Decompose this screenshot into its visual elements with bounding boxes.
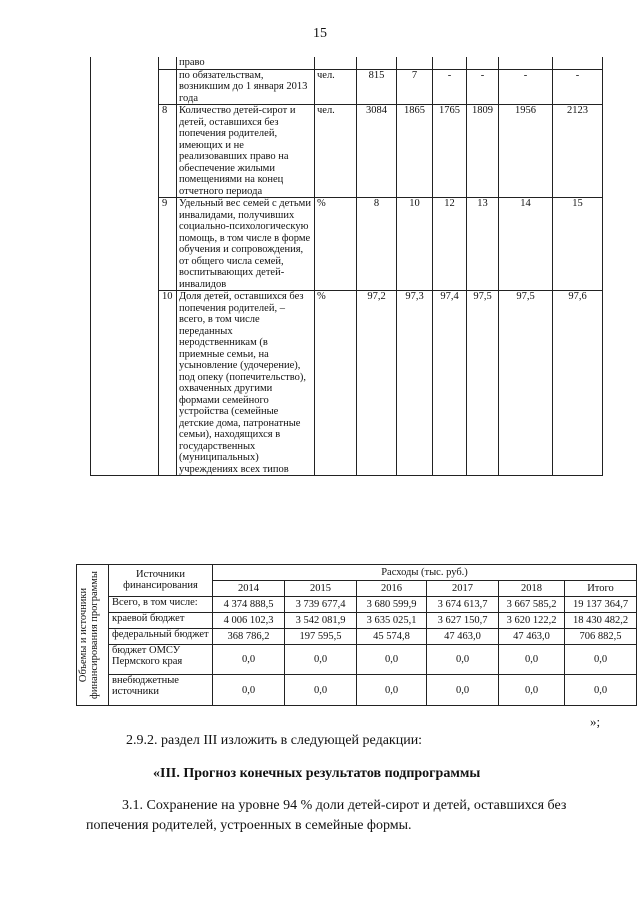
finance-row <box>77 596 637 612</box>
indicator-value: - <box>499 69 553 105</box>
indicator-number: 8 <box>159 105 177 198</box>
finance-value: 0,0 <box>499 644 565 675</box>
indicator-unit: чел. <box>315 69 357 105</box>
paragraph-amendment: 2.9.2. раздел III изложить в следующей редакции: <box>126 733 423 748</box>
finance-source-label: внебюджетные источники <box>109 675 213 706</box>
section-heading: «III. Прогноз конечных результатов подпрограммы <box>153 766 481 781</box>
indicator-value: 2123 <box>553 105 603 198</box>
indicator-value: 1765 <box>433 105 467 198</box>
finance-value: 47 463,0 <box>427 628 499 644</box>
indicator-value <box>433 57 467 69</box>
indicator-text: Удельный вес семей с детьми инвалидами, получивших социально-психологическую помощь, в том числе в форме обучения и сопровождения, от общего числа семей, воспитывающих детей-инвалидов <box>177 198 315 291</box>
year-header: 2015 <box>285 580 357 596</box>
indicator-value: 1809 <box>467 105 499 198</box>
empty-left-cell <box>91 291 159 476</box>
indicator-unit: чел. <box>315 105 357 198</box>
finance-value: 0,0 <box>357 675 427 706</box>
indicator-value: 97,5 <box>499 291 553 476</box>
indicator-value: 97,4 <box>433 291 467 476</box>
indicator-row <box>91 105 603 198</box>
year-header: Итого <box>565 580 637 596</box>
year-header: 2018 <box>499 580 565 596</box>
indicator-number <box>159 57 177 69</box>
finance-value: 0,0 <box>565 675 637 706</box>
paragraph-3-1: 3.1. Сохранение на уровне 94 % доли детей-сирот и детей, оставшихся без попечения родителей, устроенных в семейные формы. <box>86 798 567 833</box>
indicator-unit: % <box>315 198 357 291</box>
empty-left-cell <box>91 69 159 105</box>
indicator-row <box>91 291 603 476</box>
year-header: 2017 <box>427 580 499 596</box>
indicator-unit: % <box>315 291 357 476</box>
finance-value: 19 137 364,7 <box>565 596 637 612</box>
finance-value: 0,0 <box>285 675 357 706</box>
finance-value: 3 680 599,9 <box>357 596 427 612</box>
indicator-value <box>467 57 499 69</box>
finance-row <box>77 628 637 644</box>
finance-value: 3 739 677,4 <box>285 596 357 612</box>
indicators-table <box>90 57 603 476</box>
indicator-value: 1956 <box>499 105 553 198</box>
indicator-value: 15 <box>553 198 603 291</box>
indicator-row <box>91 198 603 291</box>
finance-value: 0,0 <box>357 644 427 675</box>
indicator-value: 97,5 <box>467 291 499 476</box>
finance-table <box>76 564 637 706</box>
indicator-value <box>499 57 553 69</box>
finance-side-label-cell <box>77 565 109 706</box>
expenses-header: Расходы (тыс. руб.) <box>213 565 637 581</box>
finance-value: 0,0 <box>285 644 357 675</box>
indicator-number: 9 <box>159 198 177 291</box>
indicator-value: 97,2 <box>357 291 397 476</box>
finance-value: 4 374 888,5 <box>213 596 285 612</box>
sources-header: Источники финансирования <box>109 565 213 597</box>
indicator-value: 10 <box>397 198 433 291</box>
indicator-value: 97,6 <box>553 291 603 476</box>
indicator-value: 815 <box>357 69 397 105</box>
indicator-value <box>397 57 433 69</box>
finance-row <box>77 675 637 706</box>
finance-source-label: бюджет ОМСУ Пермского края <box>109 644 213 675</box>
indicator-number <box>159 69 177 105</box>
finance-value: 0,0 <box>213 644 285 675</box>
indicator-value <box>553 57 603 69</box>
finance-value: 3 542 081,9 <box>285 612 357 628</box>
finance-value: 3 627 150,7 <box>427 612 499 628</box>
indicator-value: 13 <box>467 198 499 291</box>
indicator-value: 14 <box>499 198 553 291</box>
finance-value: 3 620 122,2 <box>499 612 565 628</box>
year-header: 2014 <box>213 580 285 596</box>
indicator-value: 12 <box>433 198 467 291</box>
empty-left-cell <box>91 105 159 198</box>
empty-left-cell <box>91 198 159 291</box>
finance-value: 4 006 102,3 <box>213 612 285 628</box>
year-header: 2016 <box>357 580 427 596</box>
finance-value: 0,0 <box>427 675 499 706</box>
finance-value: 197 595,5 <box>285 628 357 644</box>
empty-left-cell <box>91 57 159 69</box>
indicator-text: Количество детей-сирот и детей, оставшихся без попечения родителей, имеющих и не реализовавших право на обеспечение жилыми помещениями на конец отчетного периода <box>177 105 315 198</box>
finance-value: 0,0 <box>499 675 565 706</box>
finance-source-label: Всего, в том числе: <box>109 596 213 612</box>
finance-value: 3 674 613,7 <box>427 596 499 612</box>
indicator-value: - <box>467 69 499 105</box>
indicator-value: 97,3 <box>397 291 433 476</box>
page-number: 15 <box>313 26 327 41</box>
finance-value: 0,0 <box>427 644 499 675</box>
indicator-text: по обязательствам, возникшим до 1 января 2013 года <box>177 69 315 105</box>
indicator-value: 7 <box>397 69 433 105</box>
indicator-value: 1865 <box>397 105 433 198</box>
indicator-text: Доля детей, оставшихся без попечения родителей, – всего, в том числе переданных неродственникам (в приемные семьи, на усыновление (удочерение), под опеку (попечительство), охваченных другими формами семейного устройства (семейные детские дома, патронатные семьи), находящихся в государственных (муниципальных) учреждениях всех типов <box>177 291 315 476</box>
finance-value: 0,0 <box>213 675 285 706</box>
finance-value: 3 667 585,2 <box>499 596 565 612</box>
finance-value: 3 635 025,1 <box>357 612 427 628</box>
finance-value: 45 574,8 <box>357 628 427 644</box>
finance-source-label: федеральный бюджет <box>109 628 213 644</box>
finance-row <box>77 644 637 675</box>
finance-source-label: краевой бюджет <box>109 612 213 628</box>
indicator-value <box>357 57 397 69</box>
indicator-number: 10 <box>159 291 177 476</box>
finance-side-label: Объемы и источники финансирования программы <box>78 571 100 699</box>
finance-value: 706 882,5 <box>565 628 637 644</box>
quote-end: »; <box>590 714 601 729</box>
finance-value: 18 430 482,2 <box>565 612 637 628</box>
indicator-row <box>91 69 603 105</box>
indicator-text: право <box>177 57 315 69</box>
indicator-unit <box>315 57 357 69</box>
indicator-value: - <box>553 69 603 105</box>
indicator-row <box>91 57 603 69</box>
finance-row <box>77 612 637 628</box>
indicator-value: 3084 <box>357 105 397 198</box>
finance-value: 0,0 <box>565 644 637 675</box>
indicator-value: - <box>433 69 467 105</box>
indicator-value: 8 <box>357 198 397 291</box>
finance-value: 368 786,2 <box>213 628 285 644</box>
finance-value: 47 463,0 <box>499 628 565 644</box>
